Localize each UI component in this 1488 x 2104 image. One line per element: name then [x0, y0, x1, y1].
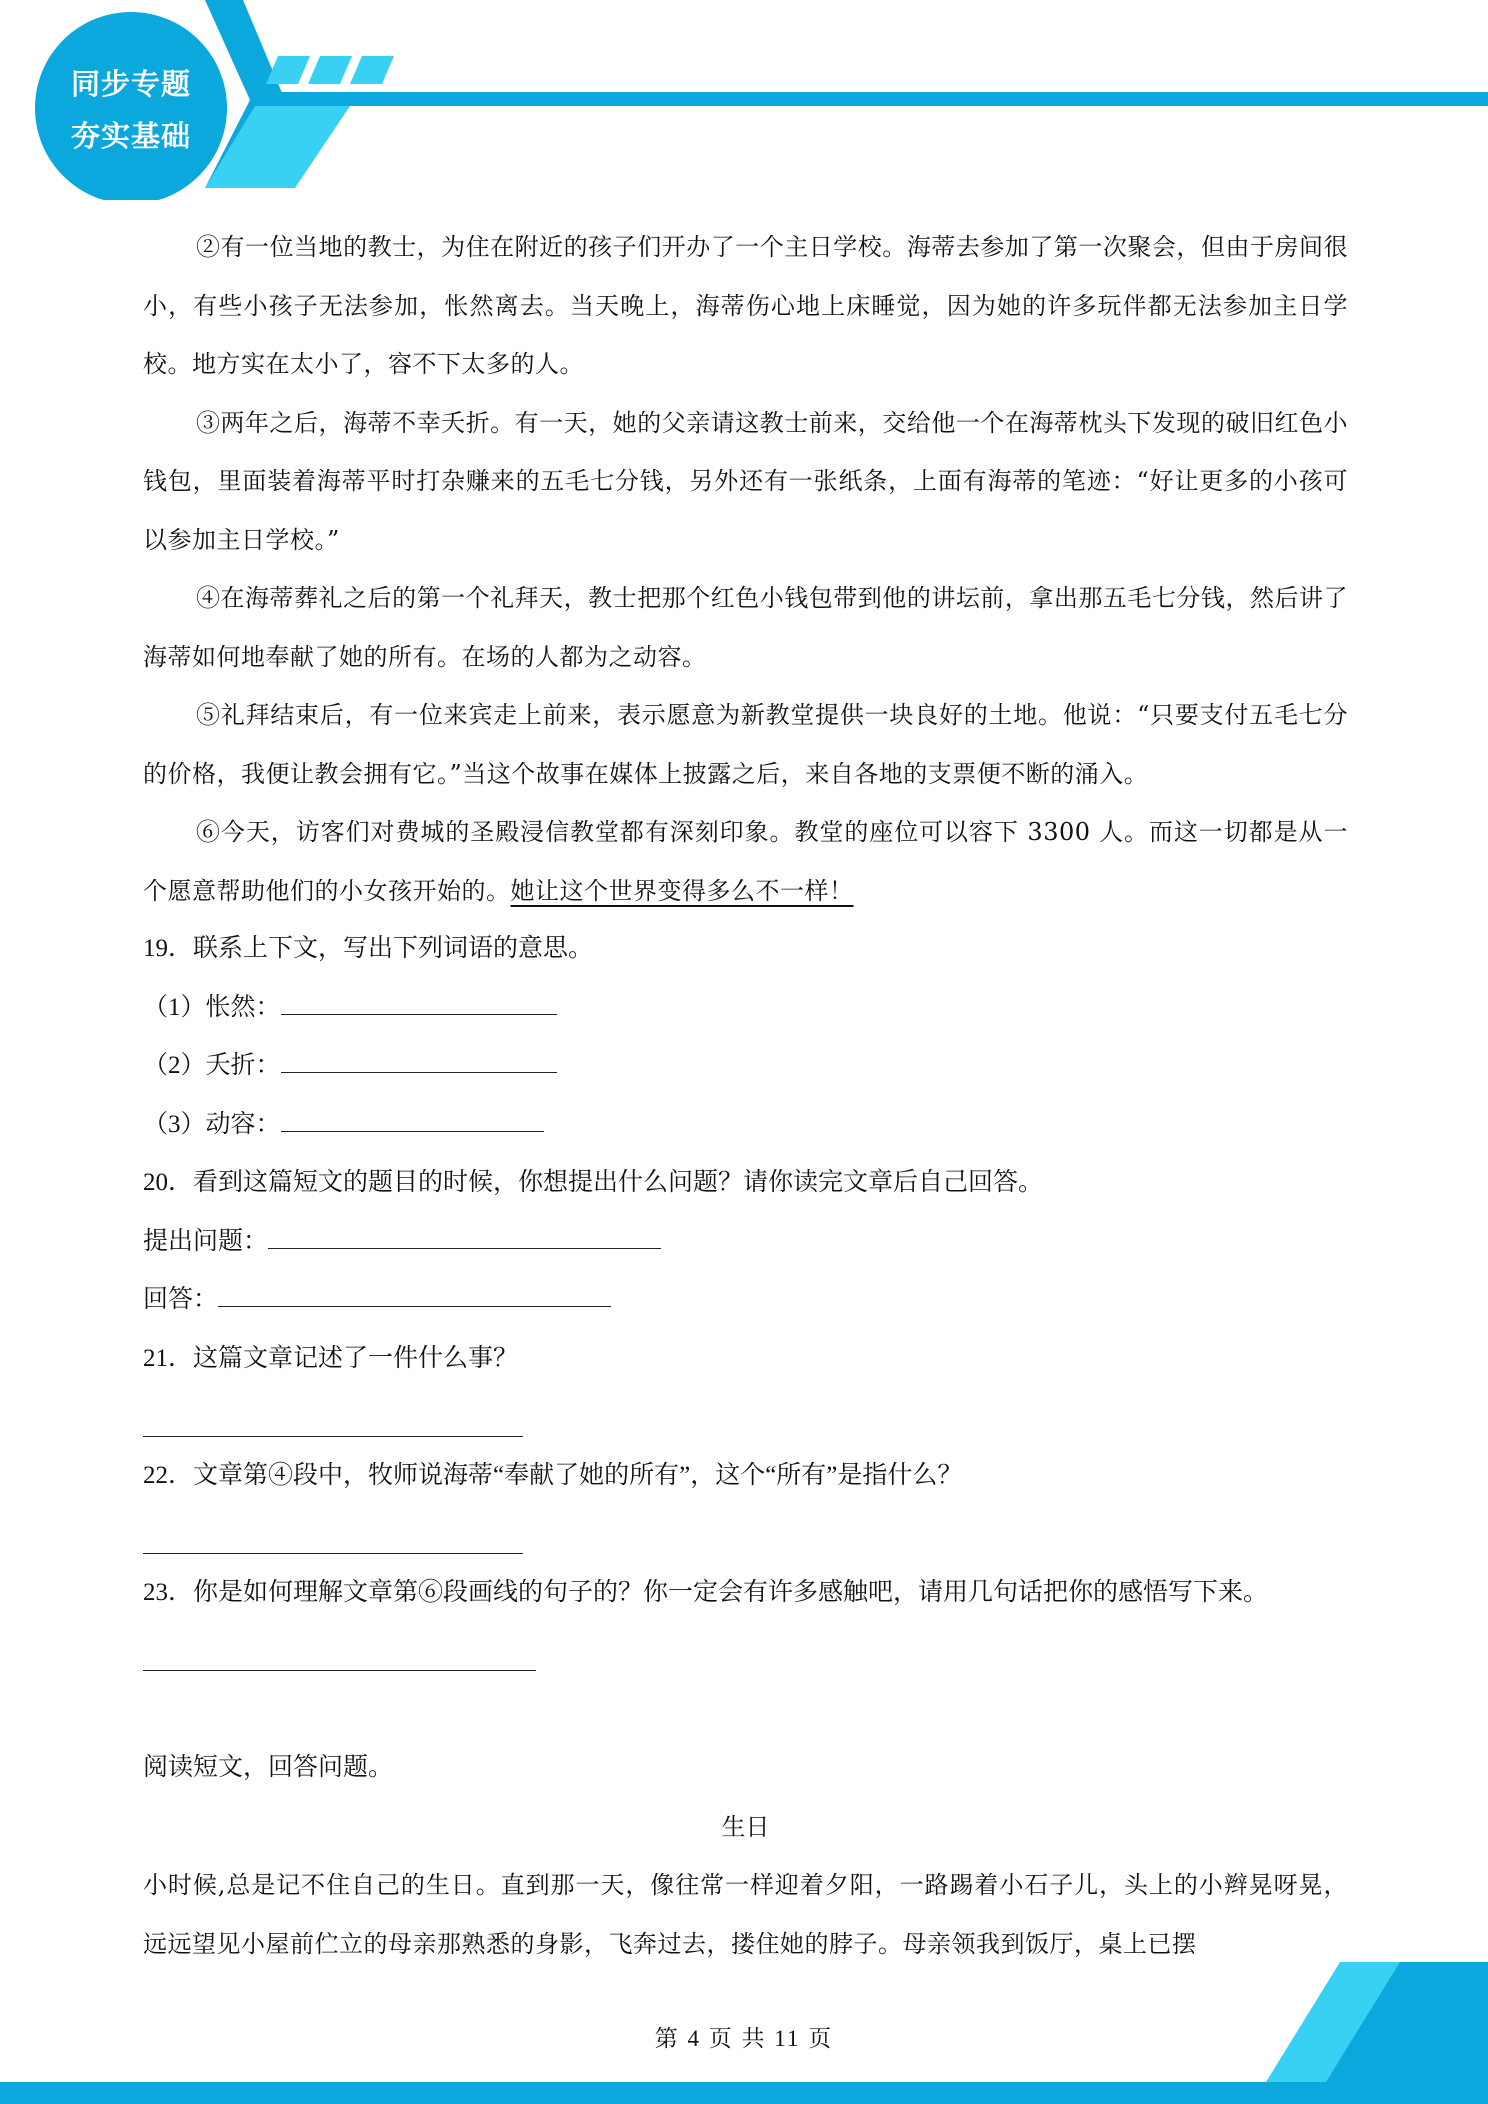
question-19-2-label: （2）夭折：: [143, 1052, 281, 1079]
question-19-3: [143, 1096, 1348, 1155]
answer-line-23: [143, 1622, 1348, 1681]
header-stripe-1: [266, 56, 310, 84]
answer-blank-19-1[interactable]: [281, 992, 557, 1015]
page-content: [143, 218, 1348, 1973]
passage-paragraph-5: ⑤礼拜结束后，有一位来宾走上前来，表示愿意为新教堂提供一块良好的土地。他说：“只要支付五毛七分的价格，我便让教会拥有它。”当这个故事在媒体上披露之后，来自各地的支票便不断的涌入。: [143, 701, 1348, 788]
header-badge: [35, 30, 227, 190]
question-20-answer: [143, 1271, 1348, 1330]
header-stripe-2: [308, 56, 352, 84]
question-20-ask-label: 提出问题：: [143, 1227, 269, 1255]
badge-line-1: 同步专题: [70, 67, 191, 101]
footer-bar: [0, 2082, 1488, 2104]
header-stripe-3: [350, 56, 394, 84]
passage-2-title: 生日: [721, 1812, 770, 1841]
answer-blank-19-2[interactable]: [281, 1050, 557, 1073]
question-19-2: [143, 1037, 1348, 1096]
badge-line-2: 夯实基础: [70, 119, 191, 153]
question-19-3-label: （3）动容：: [143, 1110, 281, 1138]
question-21: 21．这篇文章记述了一件什么事？: [143, 1344, 519, 1372]
answer-blank-20-question[interactable]: [268, 1226, 661, 1249]
question-23: 23．你是如何理解文章第⑥段画线的句子的？你一定会有许多感触吧，请用几句话把你的感悟写下来。: [143, 1578, 1269, 1606]
header-bar: [262, 92, 1488, 106]
paragraph-6-text: ⑥今天，访客们对费城的圣殿浸信教堂都有深刻印象。教堂的座位可以容下 3300 人。而这一切都是从一个愿意帮助他们的小女孩开始的。: [143, 818, 1348, 905]
question-19: 19．联系上下文，写出下列词语的意思。: [143, 935, 594, 962]
page-number: 第 4 页 共 11 页: [654, 2026, 834, 2051]
answer-blank-20-answer[interactable]: [218, 1284, 611, 1307]
answer-blank-23[interactable]: [143, 1648, 536, 1671]
answer-blank-19-3[interactable]: [281, 1109, 544, 1132]
question-19-1: [143, 979, 1348, 1038]
paragraph-6-underlined-sentence: 她让这个世界变得多么不一样！: [510, 876, 854, 905]
passage-paragraph-4: ④在海蒂葬礼之后的第一个礼拜天，教士把那个红色小钱包带到他的讲坛前，拿出那五毛七分钱，然后讲了海蒂如何地奉献了她的所有。在场的人都为之动容。: [143, 584, 1348, 671]
question-20-ask: [143, 1213, 1348, 1272]
question-22: 22．文章第④段中，牧师说海蒂“奉献了她的所有”，这个“所有”是指什么？: [143, 1461, 963, 1489]
answer-blank-21[interactable]: [143, 1414, 523, 1437]
answer-line-22: [143, 1505, 1348, 1564]
passage-2-text: 小时候,总是记不住自己的生日。直到那一天，像往常一样迎着夕阳，一路踢着小石子儿，头上的小辫晃呀晃，远远望见小屋前伫立的母亲那熟悉的身影，飞奔过去，搂住她的脖子。母亲领我到饭厅，桌上已摆: [143, 1871, 1348, 1958]
section-spacer: [143, 1681, 1348, 1740]
answer-blank-22[interactable]: [143, 1531, 523, 1554]
question-20: 20．看到这篇短文的题目的时候，你想提出什么问题？请你读完文章后自己回答。: [143, 1169, 1044, 1196]
passage-paragraph-3: ③两年之后，海蒂不幸夭折。有一天，她的父亲请这教士前来，交给他一个在海蒂枕头下发现的破旧红色小钱包，里面装着海蒂平时打杂赚来的五毛七分钱，另外还有一张纸条，上面有海蒂的笔迹：“好让更多的小孩可以参加主日学校。”: [143, 408, 1348, 554]
question-20-answer-label: 回答：: [143, 1286, 219, 1313]
passage-2-intro: 阅读短文，回答问题。: [143, 1754, 394, 1781]
answer-line-21: [143, 1388, 1348, 1447]
question-19-1-label: （1）怅然：: [143, 993, 281, 1021]
passage-paragraph-6: [143, 803, 1348, 920]
passage-paragraph-2: ②有一位当地的教士，为住在附近的孩子们开办了一个主日学校。海蒂去参加了第一次聚会，但由于房间很小，有些小孩子无法参加，怅然离去。当天晚上，海蒂伤心地上床睡觉，因为她的许多玩伴都无法参加主日学校。地方实在太小了，容不下太多的人。: [143, 233, 1348, 378]
